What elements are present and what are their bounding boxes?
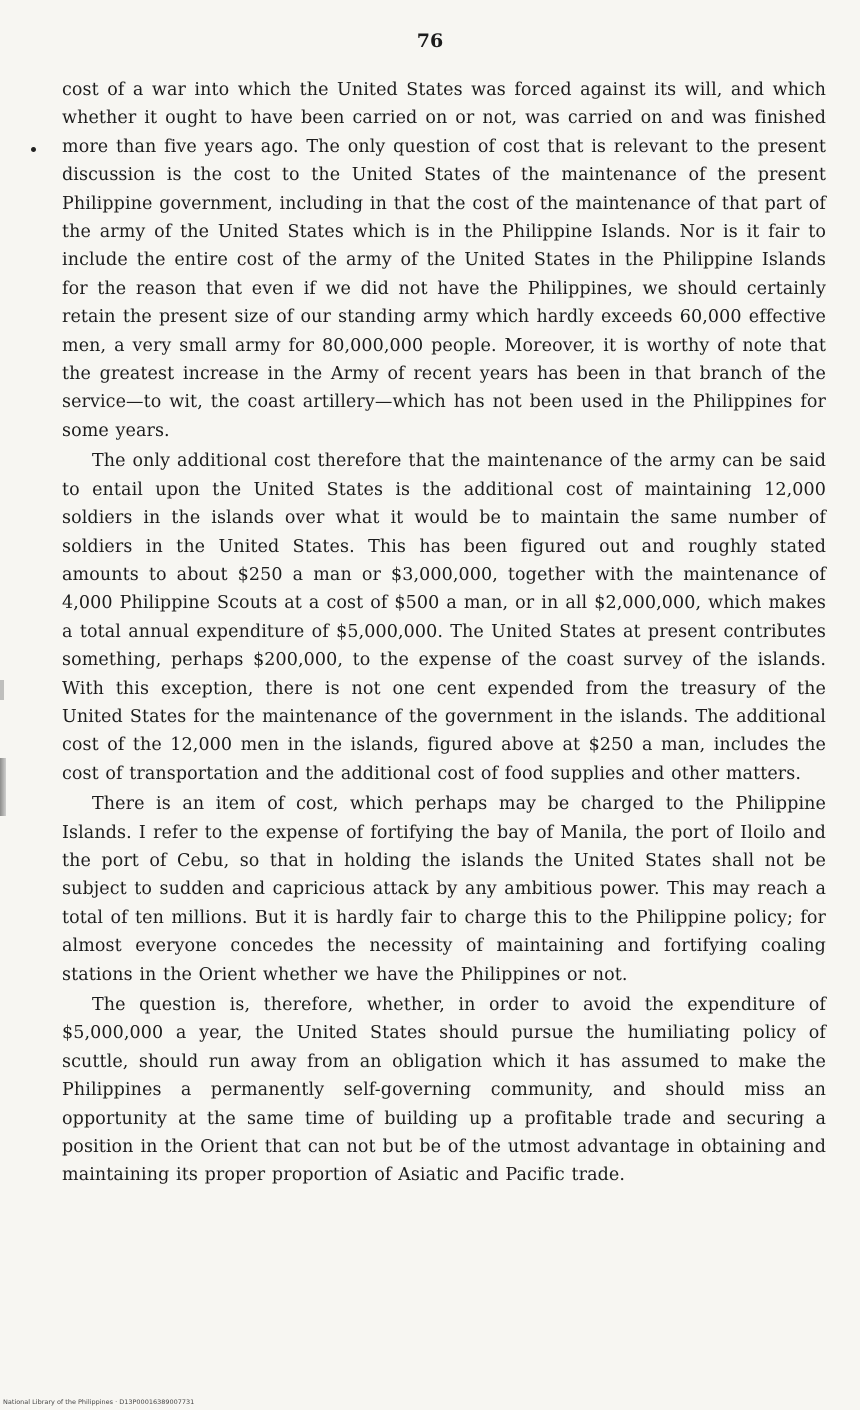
margin-dot <box>31 147 36 152</box>
paragraph-4: The question is, therefore, whether, in order to avoid the expenditure of $5,000,000 a year, the United States should pursue the humiliating policy of scuttle, should run away from an obligation which it has assumed to make the Philippines a permanently self-governing community, and should miss an opportunity at the same time of building up a profitable trade and securing a position in the Orient that can not but be of the utmost advantage in obtaining and maintaining its proper proportion of Asiatic and Pacific trade. <box>62 995 826 1186</box>
scan-footer: National Library of the Philippines · D13P00016389007731 <box>3 1398 195 1406</box>
paragraph-3: There is an item of cost, which perhaps may be charged to the Philippine Islands. I refer to the expense of fortifying the bay of Manila, the port of Iloilo and the port of Cebu, so that in holding the islands the United States shall not be subject to sudden and capricious attack by any ambitious power. This may reach a total of ten millions. But it is hardly fair to charge this to the Philippine policy; for almost everyone concedes the necessity of maintaining and fortifying coaling stations in the Orient whether we have the Philippines or not. <box>62 794 826 985</box>
page-number: 76 <box>416 30 444 52</box>
paragraph-1: cost of a war into which the United States was forced against its will, and which whether it ought to have been carried on or not, was carried on and was finished more than five years ago. The only question of cost that is relevant to the present discussion is the cost to the United States of the maintenance of the present Philippine government, including in that the cost of the maintenance of that part of the army of the United States which is in the Philippine Islands. Nor is it fair to include the entire cost of the army of the United States in the Philippine Islands for the reason that even if we did not have the Philippines, we should certainly retain the present size of our standing army which hardly exceeds 60,000 effective men, a very small army for 80,000,000 people. Moreover, it is worthy of note that the greatest increase in the Army of recent years has been in that branch of the service—to wit, the coast artillery—which has not been used in the Philippines for some years. <box>62 80 826 441</box>
binding-edge-mark <box>0 680 4 700</box>
binding-edge-mark <box>0 758 6 816</box>
paragraph-2: The only additional cost therefore that the maintenance of the army can be said to entail upon the United States is the additional cost of maintaining 12,000 soldiers in the islands over what it would be to maintain the same number of soldiers in the United States. This has been figured out and roughly stated amounts to about $250 a man or $3,000,000, together with the maintenance of 4,000 Philippine Scouts at a cost of $500 a man, or in all $2,000,000, which makes a total annual expenditure of $5,000,000. The United States at present contributes something, perhaps $200,000, to the expense of the coast survey of the islands. With this exception, there is not one cent expended from the treasury of the United States for the maintenance of the government in the islands. The additional cost of the 12,000 men in the islands, figured above at $250 a man, includes the cost of transportation and the additional cost of food supplies and other matters. <box>62 451 826 784</box>
body-text <box>62 76 826 1190</box>
